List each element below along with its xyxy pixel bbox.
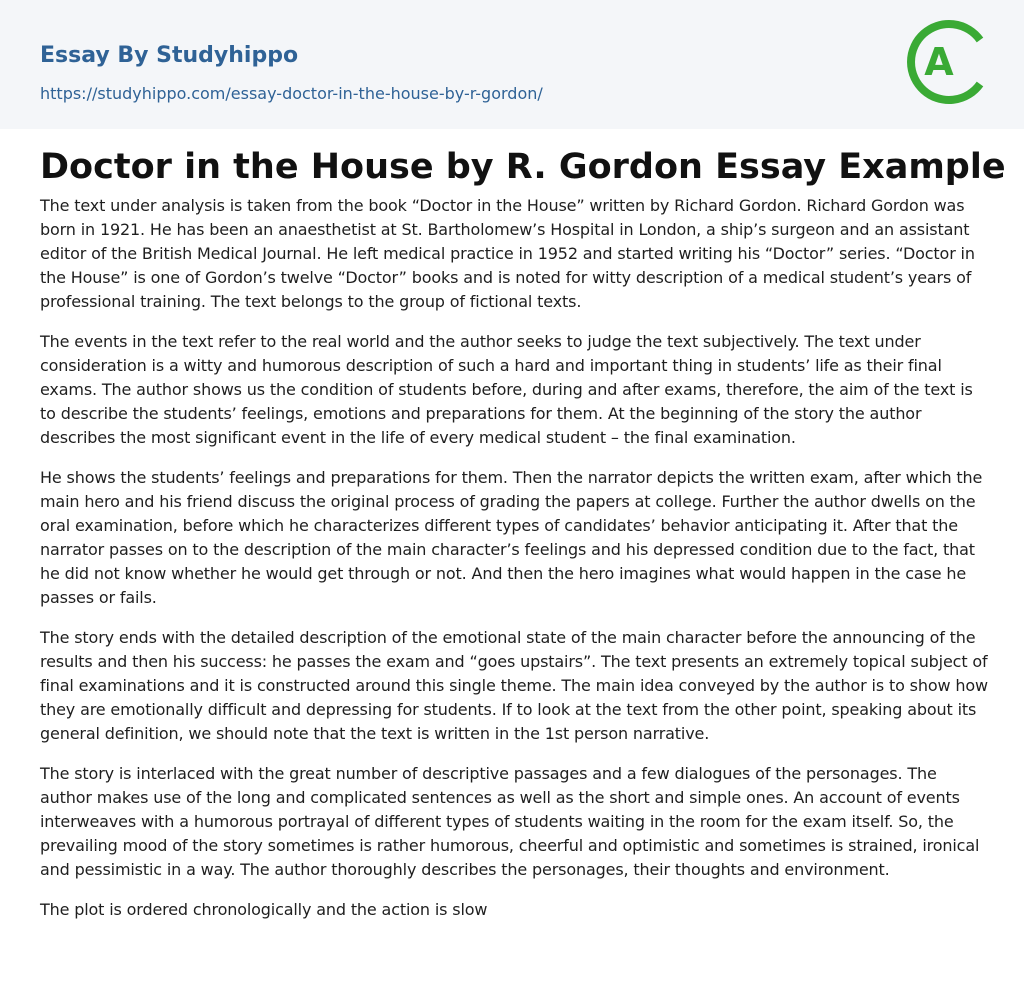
article-paragraph-2: The events in the text refer to the real world and the author seeks to judge the text subjectively. The text under consideration is a witty and humorous description of such a hard and important thing in students’ life as their final exams. The author shows us the condition of students before, during and after exams, therefore, the aim of the text is to describe the students’ feelings, emotions and preparations for them. At the beginning of the story the author describes the most significant event in the life of every medical student – the final examination.	[40, 332, 973, 447]
article-body	[40, 194, 988, 938]
site-brand[interactable]: Essay By Studyhippo	[40, 43, 299, 68]
page-title: Doctor in the House by R. Gordon Essay Example	[40, 147, 1006, 187]
article-paragraph-6: The plot is ordered chronologically and the action is slow	[40, 900, 488, 919]
source-url-link[interactable]: https://studyhippo.com/essay-doctor-in-the-house-by-r-gordon/	[40, 84, 543, 103]
article-paragraph-4: The story ends with the detailed description of the emotional state of the main character before the announcing of the results and then his success: he passes the exam and “goes upstairs”. The text presents an extremely topical subject of final examinations and it is constructed around this single theme. The main idea conveyed by the author is to show how they are emotionally difficult and depressing for students. If to look at the text from the other point, speaking about its general definition, we should note that the text is written in the 1st person narrative.	[40, 628, 988, 743]
article-paragraph-1: The text under analysis is taken from the book “Doctor in the House” written by Richard Gordon. Richard Gordon was born in 1921. He has been an anaesthetist at St. Bartholomew’s Hospital in London, a ship’s surgeon and an assistant editor of the British Medical Journal. He left medical practice in 1952 and started writing his “Doctor” series. “Doctor in the House” is one of Gordon’s twelve “Doctor” books and is noted for witty description of a medical student’s years of professional training. The text belongs to the group of fictional texts.	[40, 196, 975, 311]
article-paragraph-3: He shows the students’ feelings and preparations for them. Then the narrator depicts the written exam, after which the main hero and his friend discuss the original process of grading the papers at college. Further the author dwells on the oral examination, before which he characterizes different types of candidates’ behavior anticipating it. After that the narrator passes on to the description of the main character’s feelings and his depressed condition due to the fact, that he did not know whether he would get through or not. And then the hero imagines what would happen in the case he passes or fails.	[40, 468, 983, 607]
logo-letter: A	[924, 40, 954, 84]
article-paragraph-5: The story is interlaced with the great number of descriptive passages and a few dialogues of the personages. The author makes use of the long and complicated sentences as well as the short and simple ones. An account of events interweaves with a humorous portrayal of different types of students waiting in the room for the exam itself. So, the prevailing mood of the story sometimes is rather humorous, cheerful and optimistic and sometimes is strained, ironical and pessimistic in a way. The author thoroughly describes the personages, their thoughts and environment.	[40, 764, 980, 879]
